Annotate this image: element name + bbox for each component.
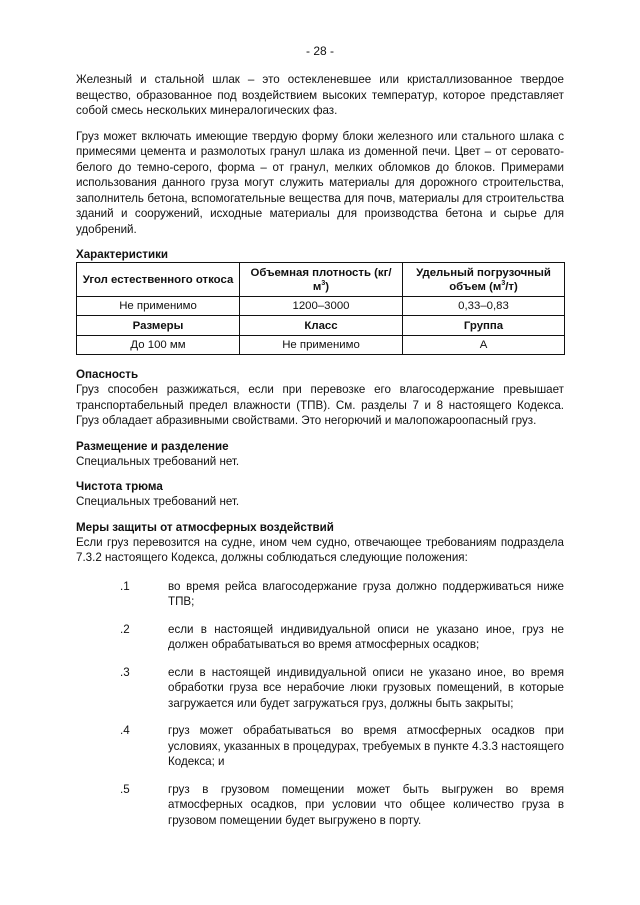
table-header-cell: Размеры (77, 316, 240, 336)
intro-paragraph: Железный и стальной шлак – это остекленевшее или кристаллизованное твердое вещество, образованное под воздействием высоких температур, которое представляет собой смесь нескольких минералогических фаз. (76, 73, 564, 117)
table-header-cell: Класс (240, 316, 403, 336)
table-cell: До 100 мм (77, 336, 240, 355)
list-item-text: груз может обрабатываться во время атмосферных осадков при условиях, указанных в процедурах, требуемых в пункте 4.3.3 настоящего Кодекса; и (168, 724, 564, 768)
list-item-number: .3 (120, 665, 130, 679)
section-text: Если груз перевозится на судне, ином чем судно, отвечающее требованиям подраздела 7.3.2 настоящего Кодекса, должны соблюдаться следующие положения: (76, 535, 564, 564)
list-item (76, 579, 564, 610)
table-row (77, 263, 565, 297)
hazard-section (76, 367, 564, 429)
section-text: Специальных требований нет. (76, 454, 240, 468)
page-number: - 28 - (305, 44, 334, 58)
list-item-number: .5 (120, 782, 130, 796)
list-item (76, 782, 564, 829)
characteristics-heading: Характеристики (76, 248, 169, 261)
table-row (77, 336, 565, 355)
table-row (77, 316, 565, 336)
list-item-number: .2 (120, 622, 130, 636)
table-cell: Не применимо (77, 297, 240, 316)
table-row (77, 297, 565, 316)
section-heading: Меры защиты от атмосферных воздействий (76, 520, 334, 534)
table-header-cell: Объемная плотность $(кг/м^3)$ (240, 263, 403, 297)
list-item-text: во время рейса влагосодержание груза должно поддерживаться ниже ТПВ; (168, 579, 564, 608)
provisions-list (76, 579, 564, 829)
section-heading: Опасность (76, 368, 139, 381)
hold-cleanliness-section (76, 479, 564, 510)
list-item-text: если в настоящей индивидуальной описи не указано иное, груз не должен обрабатываться во время атмосферных осадков; (168, 622, 564, 651)
section-heading: Чистота трюма (76, 480, 163, 493)
table-cell: А (403, 336, 565, 355)
table-cell: 0,33–0,83 (403, 297, 565, 316)
list-item (76, 665, 564, 712)
page-content (76, 72, 564, 840)
list-item-number: .4 (120, 724, 130, 737)
table-cell: 1200–3000 (240, 297, 403, 316)
table-header-cell: Угол естественного откоса (77, 263, 240, 297)
list-item-text: груз в грузовом помещении может быть выгружен во время атмосферных осадков, при условии что общее количество груза в грузовом помещении будет выгружено в порту. (168, 782, 564, 827)
list-item (76, 622, 564, 653)
table-cell: Не применимо (240, 336, 403, 355)
intro-paragraph: Груз может включать имеющие твердую форму блоки железного или стального шлака с примесями цемента и размолотых гранул шлака из доменной печи. Цвет – от серовато-белого до темно-серого, форма – от гранул, мелких обломков до блоков. Примерами использования данного груза могут служить материалы для дорожного строительства, заполнитель бетона, вспомогательные вещества для почв, материалы для строительства зданий и сооружений, исходные материалы для производства бетона и сырье для удобрений. (76, 129, 564, 236)
list-item-number: .1 (120, 579, 130, 593)
list-item (76, 723, 564, 770)
stowage-section (76, 439, 564, 470)
table-header-cell: Удельный погрузочный объем $(м^3/т)$ (403, 263, 565, 297)
characteristics-table (76, 262, 565, 355)
section-text: Специальных требований нет. (76, 495, 240, 508)
table-header-cell: Группа (403, 316, 565, 336)
section-heading: Размещение и разделение (76, 439, 229, 453)
list-item-text: если в настоящей индивидуальной описи не указано иное, во время обработки груза все нерабочие люки грузовых помещений, в которые загружается или будет загружаться груз, должны быть закрыты; (168, 665, 564, 710)
weather-precautions-section (76, 520, 564, 566)
section-text: Груз способен разжижаться, если при перевозке его влагосодержание превышает транспортабельный предел влажности (ТПВ). См. разделы 7 и 8 настоящего Кодекса. Груз обладает абразивными свойствами. Это негорючий и малопожароопасный груз. (76, 383, 564, 427)
